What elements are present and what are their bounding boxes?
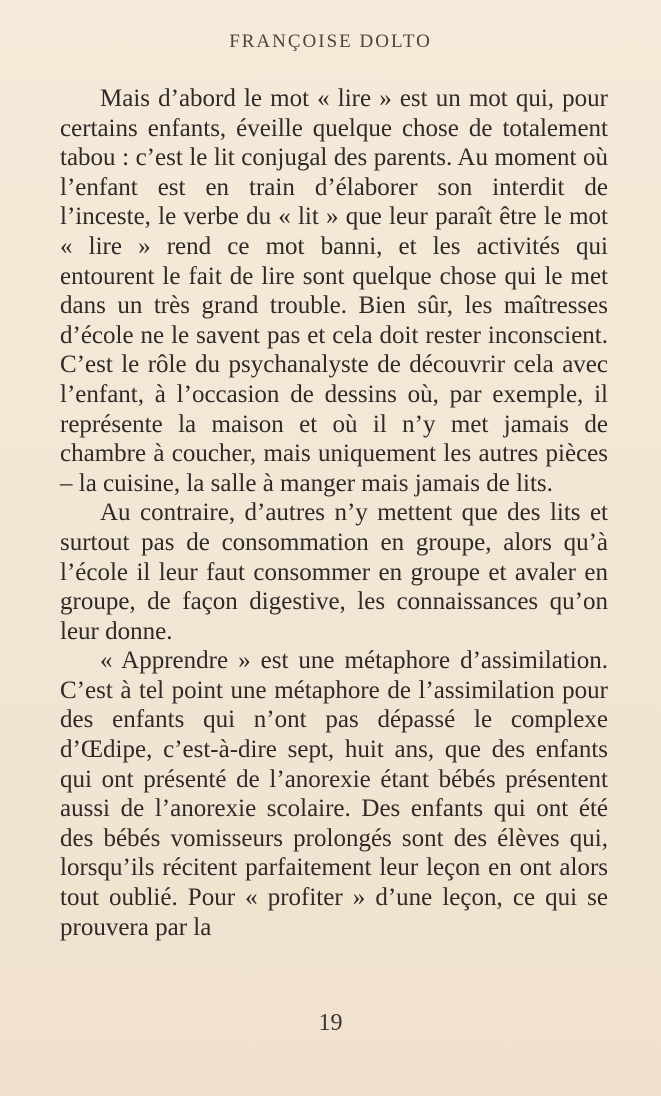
- paragraph-1: Mais d’abord le mot « lire » est un mot qui, pour certains enfants, éveille quelque chose de totalement tabou : c’est le lit conjugal des parents. Au moment où l’enfant est en train d’élaborer son interdit de l’inceste, le verbe du « lit » que leur paraît être le mot « lire » rend ce mot banni, et les activités qui entourent le fait de lire sont quelque chose qui le met dans un très grand trouble. Bien sûr, les maîtresses d’école ne le savent pas et cela doit rester inconscient. C’est le rôle du psychanalyste de découvrir cela avec l’enfant, à l’occasion de dessins où, par exemple, il représente la maison et où il n’y met jamais de chambre à coucher, mais uniquement les autres pièces – la cuisine, la salle à manger mais jamais de lits.: [60, 85, 608, 497]
- running-head: FRANÇOISE DOLTO: [229, 31, 432, 52]
- page-number: 19: [318, 1010, 343, 1036]
- paragraph-2: Au contraire, d’autres n’y mettent que des lits et surtout pas de consommation en groupe, alors qu’à l’école il leur faut consommer en groupe et avaler en groupe, de façon digestive, les connaissances qu’on leur donne.: [60, 499, 608, 645]
- body-text: [60, 84, 608, 942]
- paragraph-3: « Apprendre » est une métaphore d’assimilation. C’est à tel point une métaphore de l’assimilation pour des enfants qui n’ont pas dépassé le complexe d’Œdipe, c’est-à-dire sept, huit ans, que des enfants qui ont présenté de l’anorexie étant bébés présentent aussi de l’anorexie scolaire. Des enfants qui ont été des bébés vomisseurs prolongés sont des élèves qui, lorsqu’ils récitent parfaitement leur leçon en ont alors tout oublié. Pour « profiter » d’une leçon, ce qui se prouvera par la: [60, 647, 608, 941]
